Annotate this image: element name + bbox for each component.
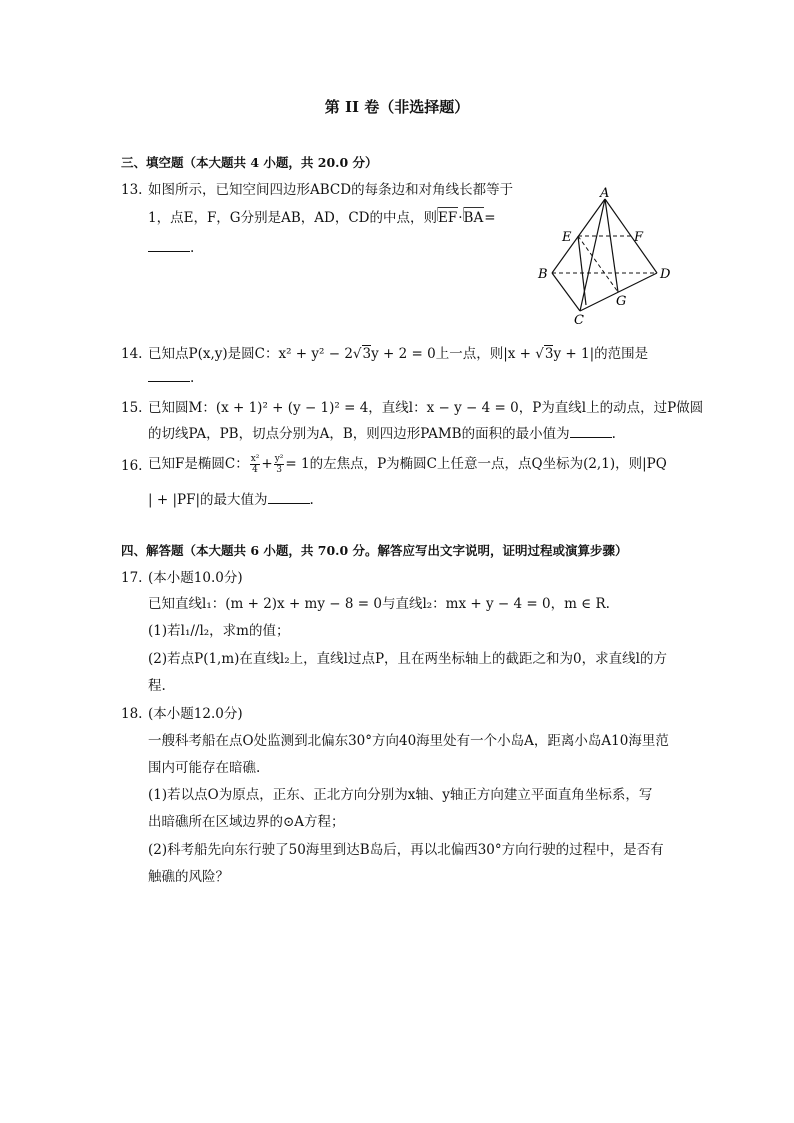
question-number-18: 18. — [121, 706, 143, 722]
label-a: A — [600, 186, 610, 201]
q16-line-2 — [148, 490, 314, 510]
question-number-13: 13. — [121, 182, 143, 198]
label-e: E — [562, 230, 572, 245]
question-number-15: 15. — [121, 400, 143, 416]
question-number-17: 17. — [121, 570, 143, 586]
answer-blank — [148, 239, 190, 252]
vector-ef: EF — [438, 210, 458, 226]
vector-ba: BA — [463, 210, 484, 226]
section-heading-solutions: 四、解答题（本大题共 6 小题，共 70.0 分。解答应写出文字说明，证明过程或演算步骤） — [121, 543, 628, 558]
q17-line-3: (2)若点P(1,m)在直线l₂上，直线l过点P，且在两坐标轴上的截距之和为0，求直线l的方 — [148, 651, 667, 667]
q16-line-1 — [148, 454, 667, 475]
q14-line-1: 已知点P(x,y)是圆C：x² + y² − 2√3y + 2 = 0上一点，则|x + √3y + 1|的范围是 — [148, 346, 649, 362]
q17-line-1: 已知直线l₁：(m + 2)x + my − 8 = 0与直线l₂：mx + y − 4 = 0，m ∈ R. — [148, 596, 610, 612]
q18-line-4: 出暗礁所在区域边界的⊙A方程； — [148, 814, 345, 830]
period: . — [611, 426, 616, 442]
label-d: D — [660, 267, 671, 282]
q14-text-a: 已知点P(x,y)是圆C：x² + y² − 2 — [148, 346, 353, 362]
q18-score: (本小题12.0分) — [148, 706, 243, 722]
q17-score: (本小题10.0分) — [148, 570, 243, 586]
frac-numerator: x² — [250, 454, 260, 464]
period: . — [190, 240, 195, 256]
tetrahedron-figure — [530, 185, 680, 325]
section-heading-fill-in: 三、填空题（本大题共 4 小题，共 20.0 分） — [121, 155, 378, 170]
frac-denominator: 3 — [276, 465, 282, 475]
fraction-x2-over-4 — [250, 454, 261, 475]
question-number-16: 16. — [121, 458, 143, 474]
q18-line-5: (2)科考船先向东行驶了50海里到达B岛后，再以北偏西30°方向行驶的过程中，是否有 — [148, 842, 664, 858]
q16-text-a: 已知F是椭圆C： — [148, 456, 249, 472]
answer-blank — [148, 369, 190, 382]
plus-sign: + — [261, 456, 273, 472]
label-c: C — [574, 313, 584, 325]
q13-line-3 — [148, 238, 194, 258]
period: . — [309, 492, 314, 508]
label-g: G — [616, 294, 627, 309]
question-number-14: 14. — [121, 346, 143, 362]
q13-line-1: 如图所示，已知空间四边形ABCD的每条边和对角线长都等于 — [148, 182, 514, 198]
label-f: F — [634, 230, 644, 245]
q16-text-c: | + |PF|的最大值为 — [148, 492, 268, 508]
answer-blank — [268, 491, 310, 504]
answer-blank — [570, 425, 612, 438]
period: . — [190, 370, 195, 386]
edge-bc — [552, 273, 580, 311]
q13-line-2-text: 1，点E，F，G分别是AB，AD，CD的中点，则 — [148, 210, 437, 226]
q15-line-1: 已知圆M：(x + 1)² + (y − 1)² = 4，直线l：x − y − 4 = 0，P为直线l上的动点，过P做圆 — [148, 400, 704, 416]
equals-sign: = — [484, 210, 496, 226]
q17-line-2: (1)若l₁//l₂，求m的值； — [148, 623, 290, 639]
segment-ag — [605, 199, 618, 292]
fraction-y2-over-3 — [274, 454, 285, 475]
q14-text-b: y + 2 = 0上一点，则|x + — [371, 346, 536, 362]
q18-line-1: 一艘科考船在点O处监测到北偏东30°方向40海里处有一个小岛A，距离小岛A10海里范 — [148, 733, 669, 749]
dot-operator: · — [458, 210, 463, 226]
page-title: 第 II 卷（非选择题） — [324, 98, 470, 116]
q15-line-2 — [148, 424, 616, 444]
frac-numerator: y² — [274, 454, 284, 464]
q14-text-c: y + 1|的范围是 — [553, 346, 649, 362]
sqrt-3-first: 3 — [362, 346, 372, 362]
label-b: B — [538, 267, 548, 282]
q17-line-4: 程. — [148, 678, 166, 694]
q15-text: 的切线PA，PB，切点分别为A，B，则四边形PAMB的面积的最小值为 — [148, 426, 570, 442]
q16-text-b: = 1的左焦点，P为椭圆C上任意一点，点Q坐标为(2,1)，则|PQ — [285, 456, 667, 472]
frac-denominator: 4 — [252, 465, 258, 475]
sqrt-3-second: 3 — [544, 346, 554, 362]
q13-line-2 — [148, 208, 496, 228]
q18-line-3: (1)若以点O为原点，正东、正北方向分别为x轴、y轴正方向建立平面直角坐标系，写 — [148, 787, 653, 803]
segment-eg-solid — [578, 236, 586, 305]
q14-line-2 — [148, 368, 194, 388]
q18-line-6: 触礁的风险？ — [148, 869, 229, 885]
q18-line-2: 围内可能存在暗礁. — [148, 760, 261, 776]
